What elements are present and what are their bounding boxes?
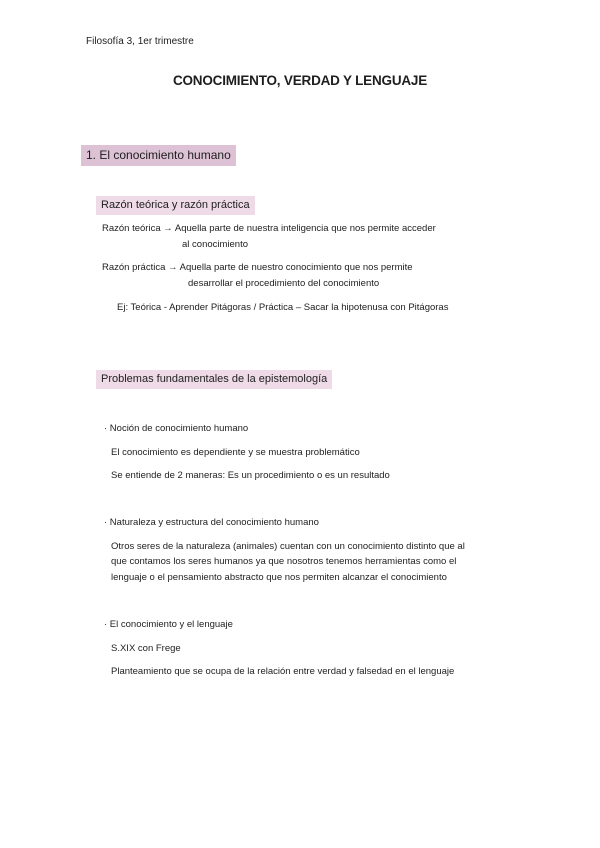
definition-razon-teorica [102,223,436,234]
term-razon-teorica: Razón teórica [102,223,161,234]
list-item-text: S.XIX con Frege [111,643,181,654]
definition-text: Aquella parte de nuestro conocimiento que nos permite [179,262,413,273]
document-title: CONOCIMIENTO, VERDAD Y LENGUAJE [172,73,428,88]
list-item-text: Se entiende de 2 maneras: Es un procedimiento o es un resultado [111,470,390,481]
term-razon-practica: Razón práctica [102,262,166,273]
definition-continuation: al conocimiento [182,239,249,250]
subsection-heading-epistemologia: Problemas fundamentales de la epistemología [96,370,332,389]
example-text: Ej: Teórica - Aprender Pitágoras / Práctica – Sacar la hipotenusa con Pitágoras [117,302,449,313]
section-heading-conocimiento-humano: 1. El conocimiento humano [81,145,236,166]
arrow-icon: → [168,262,178,273]
list-item-title: · Noción de conocimiento humano [104,423,249,434]
arrow-icon: → [163,223,173,234]
definition-text: Aquella parte de nuestra inteligencia que nos permite acceder [174,223,436,234]
subsection-heading-razon: Razón teórica y razón práctica [96,196,255,215]
list-item-text: que contamos los seres humanos ya que nosotros tenemos herramientas como el [111,556,457,567]
list-item-title: · Naturaleza y estructura del conocimiento humano [104,517,319,528]
document-header: Filosofía 3, 1er trimestre [86,36,194,47]
list-item-text: lenguaje o el pensamiento abstracto que nos permiten alcanzar el conocimiento [111,572,447,583]
definition-razon-practica [102,262,413,273]
list-item-text: Otros seres de la naturaleza (animales) cuentan con un conocimiento distinto que al [111,541,465,552]
list-item-text: Planteamiento que se ocupa de la relación entre verdad y falsedad en el lenguaje [111,666,455,677]
list-item-text: El conocimiento es dependiente y se muestra problemático [111,447,360,458]
list-item-title: · El conocimiento y el lenguaje [104,619,233,630]
definition-continuation: desarrollar el procedimiento del conocimiento [188,278,380,289]
